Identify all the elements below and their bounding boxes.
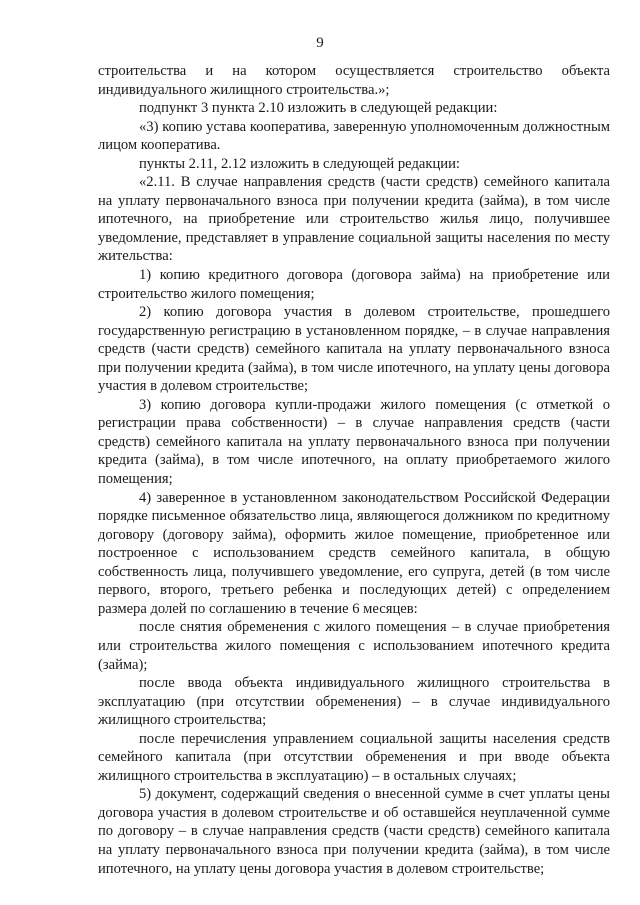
paragraph: подпункт 3 пункта 2.10 изложить в следующей редакции: bbox=[139, 100, 498, 117]
paragraph: после ввода объекта индивидуального жилищного строительства в эксплуатацию (при отсутствии обременения) – в случае индивидуального жилищного строительства; bbox=[98, 675, 610, 729]
paragraph: строительства и на котором осуществляется строительство объекта индивидуального жилищного строительства.»; bbox=[98, 63, 610, 98]
paragraph: после снятия обременения с жилого помещения – в случае приобретения или строительства жилого помещения с использованием ипотечного кредита (займа); bbox=[98, 619, 610, 673]
paragraph: 3) копию договора купли-продажи жилого помещения (с отметкой о регистрации права собственности) – в случае направления средств (части средств) семейного капитала на уплату первоначального взноса при получении кредита (займа), в том числе ипотечного, на оплату приобретаемого жилого помещения; bbox=[98, 396, 610, 488]
paragraph: «3) копию устава кооператива, заверенную уполномоченным должностным лицом кооператива. bbox=[98, 118, 610, 154]
document-body bbox=[98, 62, 610, 878]
paragraph: 5) документ, содержащий сведения о внесенной сумме в счет уплаты цены договора участия в долевом строительстве и об оставшейся неуплаченной сумме по договору – в случае направления средств (части средств) семейного капитала на уплату первоначального взноса при получении кредита (займа), в том числе ипотечного, на уплату цены договора участия в долевом строительстве; bbox=[98, 786, 610, 877]
paragraph: после перечисления управлением социальной защиты населения средств семейного капитала (при отсутствии обременения и при вводе объекта жилищного строительства в эксплуатацию) – в остальных случаях; bbox=[98, 730, 610, 784]
paragraph: 4) заверенное в установленном законодательством Российской Федерации порядке письменное обязательство лица, являющегося должником по кредитному договору (договору займа), оформить жилое помещение, приобретенное или построенное с использованием средств семейного капитала, в общую собственность лица, получившего уведомление, его супруга, детей (в том числе первого, второго, третьего ребенка и последующих детей) с определением размера долей по соглашению в течение 6 месяцев: bbox=[98, 489, 610, 617]
paragraph: 1) копию кредитного договора (договора займа) на приобретение или строительство жилого помещения; bbox=[98, 267, 610, 302]
paragraph: «2.11. В случае направления средств (части средств) семейного капитала на уплату первоначального взноса при получении кредита (займа), в том числе ипотечного, на приобретение или строительство жилья лицо, получившее уведомление, представляет в управление социальной защиты населения по месту жительства: bbox=[98, 174, 610, 265]
page-number: 9 bbox=[316, 35, 324, 51]
paragraph: пункты 2.11, 2.12 изложить в следующей редакции: bbox=[139, 155, 460, 172]
paragraph: 2) копию договора участия в долевом строительстве, прошедшего государственную регистрацию в установленном порядке, – в случае направления средств (части средств) семейного капитала на уплату первоначального взноса при получении кредита (займа), в том числе ипотечного, на уплату цены договора участия в долевом строительстве; bbox=[98, 304, 610, 395]
